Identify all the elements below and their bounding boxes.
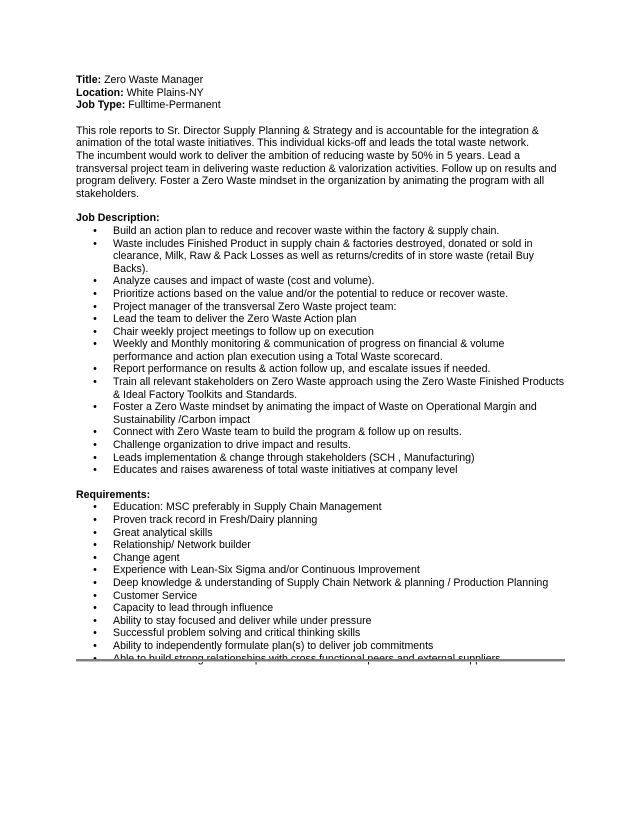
list-item-text: Ability to independently formulate plan(s) to deliver job commitments xyxy=(113,639,434,652)
list-item xyxy=(76,426,566,439)
list-item xyxy=(76,401,566,426)
list-item xyxy=(76,514,566,527)
bullet-icon: • xyxy=(93,639,97,652)
job-type-line xyxy=(76,99,566,112)
list-item xyxy=(76,590,566,603)
bullet-icon: • xyxy=(93,564,97,577)
list-item xyxy=(76,552,566,565)
bullet-icon: • xyxy=(93,451,97,464)
list-item xyxy=(76,452,566,465)
list-item-text: Train all relevant stakeholders on Zero Waste approach using the Zero Waste Finished Products & Ideal Factory Toolkits and Standards. xyxy=(113,376,565,401)
list-item-text: Leads implementation & change through stakeholders (SCH , Manufacturing) xyxy=(113,451,475,464)
list-item xyxy=(76,602,566,615)
list-item-text: Proven track record in Fresh/Dairy planning xyxy=(113,514,318,526)
bullet-icon: • xyxy=(93,224,97,237)
list-item xyxy=(76,301,566,314)
location-value: White Plains-NY xyxy=(126,86,204,99)
summary-paragraph-2: The incumbent would work to deliver the ambition of reducing waste by 50% in 5 years. Lead a transversal project team in delivering waste reduction & valorization activities. Follow up on results and program delivery. Foster a Zero Waste mindset in the organization by animating the program with all stakeholders. xyxy=(76,149,557,200)
bullet-icon: • xyxy=(93,576,97,589)
bullet-icon: • xyxy=(93,589,97,602)
bullet-icon: • xyxy=(93,551,97,564)
list-item-text: Deep knowledge & understanding of Supply Chain Network & planning / Production Planning xyxy=(113,576,549,589)
location-label: Location: xyxy=(76,86,124,99)
summary-paragraph-1: This role reports to Sr. Director Supply Planning & Strategy and is accountable for the integration & animation of the total waste initiatives. This individual kicks-off and leads the total waste network. xyxy=(76,124,539,150)
list-item-text: Capacity to lead through influence xyxy=(113,602,274,615)
bullet-icon: • xyxy=(93,614,97,627)
list-item-text: Foster a Zero Waste mindset by animating the impact of Waste on Operational Margin and Sustainability /Carbon impact xyxy=(113,401,537,426)
list-item-text: Analyze causes and impact of waste (cost and volume). xyxy=(113,275,375,288)
list-item-text: Ability to stay focused and deliver while under pressure xyxy=(113,614,372,627)
list-item xyxy=(76,363,566,376)
list-item-text: Connect with Zero Waste team to build the program & follow up on results. xyxy=(113,426,462,439)
list-item-text: Educates and raises awareness of total waste initiatives at company level xyxy=(113,464,458,477)
list-item xyxy=(76,376,566,401)
title-label: Title: xyxy=(76,74,102,86)
list-item xyxy=(76,640,566,653)
list-item-text: Project manager of the transversal Zero Waste project team: xyxy=(113,300,397,313)
job-description-heading: Job Description: xyxy=(76,212,160,225)
list-item xyxy=(76,326,566,339)
bullet-icon: • xyxy=(93,287,97,300)
location-line xyxy=(76,87,566,100)
list-item xyxy=(76,564,566,577)
list-item-text: Chair weekly project meetings to follow up on execution xyxy=(113,325,374,338)
list-item xyxy=(76,275,566,288)
bullet-icon: • xyxy=(93,426,97,439)
list-item xyxy=(76,238,566,276)
list-item xyxy=(76,464,566,477)
bullet-icon: • xyxy=(93,376,97,389)
job-type-label: Job Type: xyxy=(76,99,126,112)
list-item-text: Waste includes Finished Product in supply chain & factories destroyed, donated or sold in clearance, Milk, Raw & Pack Losses as well as returns/credits of in store waste (retail Buy Backs). xyxy=(113,237,534,275)
list-item-text: Report performance on results & action follow up, and escalate issues if needed. xyxy=(113,363,491,376)
list-item xyxy=(76,288,566,301)
bullet-icon: • xyxy=(93,237,97,250)
bullet-icon: • xyxy=(93,627,97,640)
list-item xyxy=(76,539,566,552)
list-item-text: Challenge organization to drive impact and results. xyxy=(113,439,351,452)
bullet-icon: • xyxy=(93,602,97,615)
title-value: Zero Waste Manager xyxy=(104,74,204,86)
list-item xyxy=(76,577,566,590)
list-item xyxy=(76,225,566,238)
list-item-text: Customer Service xyxy=(113,589,198,602)
list-item-text: Change agent xyxy=(113,551,180,564)
job-type-value: Fulltime-Permanent xyxy=(128,99,221,112)
job-posting-document xyxy=(76,74,566,665)
bullet-icon: • xyxy=(93,300,97,313)
list-item xyxy=(76,501,566,514)
list-item-text: Successful problem solving and critical thinking skills xyxy=(113,627,361,640)
list-item xyxy=(76,615,566,628)
bullet-icon: • xyxy=(93,363,97,376)
list-item xyxy=(76,338,566,363)
requirements-list xyxy=(76,501,566,665)
list-item xyxy=(76,627,566,640)
list-item-text: Experience with Lean-Six Sigma and/or Continuous Improvement xyxy=(113,564,420,577)
list-item-text: Great analytical skills xyxy=(113,526,213,539)
list-item-text: Build an action plan to reduce and recover waste within the factory & supply chain. xyxy=(113,224,500,237)
bullet-icon: • xyxy=(93,539,97,552)
bullet-icon: • xyxy=(93,313,97,326)
list-item-text: Relationship/ Network builder xyxy=(113,539,251,552)
bullet-icon: • xyxy=(93,401,97,414)
list-item-text: Weekly and Monthly monitoring & communication of progress on financial & volume performance and action plan execution using a Total Waste scorecard. xyxy=(113,338,505,363)
bullet-icon: • xyxy=(93,275,97,288)
list-item-text: Lead the team to deliver the Zero Waste Action plan xyxy=(113,313,357,326)
title-line xyxy=(76,74,566,87)
bullet-icon: • xyxy=(93,514,97,526)
bullet-icon: • xyxy=(93,501,97,514)
bullet-icon: • xyxy=(93,526,97,539)
requirements-heading: Requirements: xyxy=(76,488,151,501)
bullet-icon: • xyxy=(93,464,97,477)
role-summary xyxy=(76,125,564,201)
bullet-icon: • xyxy=(93,325,97,338)
list-item xyxy=(76,527,566,540)
list-item-text: Education: MSC preferably in Supply Chain Management xyxy=(113,501,382,514)
list-item xyxy=(76,439,566,452)
job-meta xyxy=(76,74,566,112)
bullet-icon: • xyxy=(93,338,97,351)
list-item-text: Prioritize actions based on the value and/or the potential to reduce or recover waste. xyxy=(113,287,509,300)
bullet-icon: • xyxy=(93,439,97,452)
bottom-rule-shadow xyxy=(76,661,565,662)
list-item xyxy=(76,313,566,326)
job-description-list xyxy=(76,225,566,477)
